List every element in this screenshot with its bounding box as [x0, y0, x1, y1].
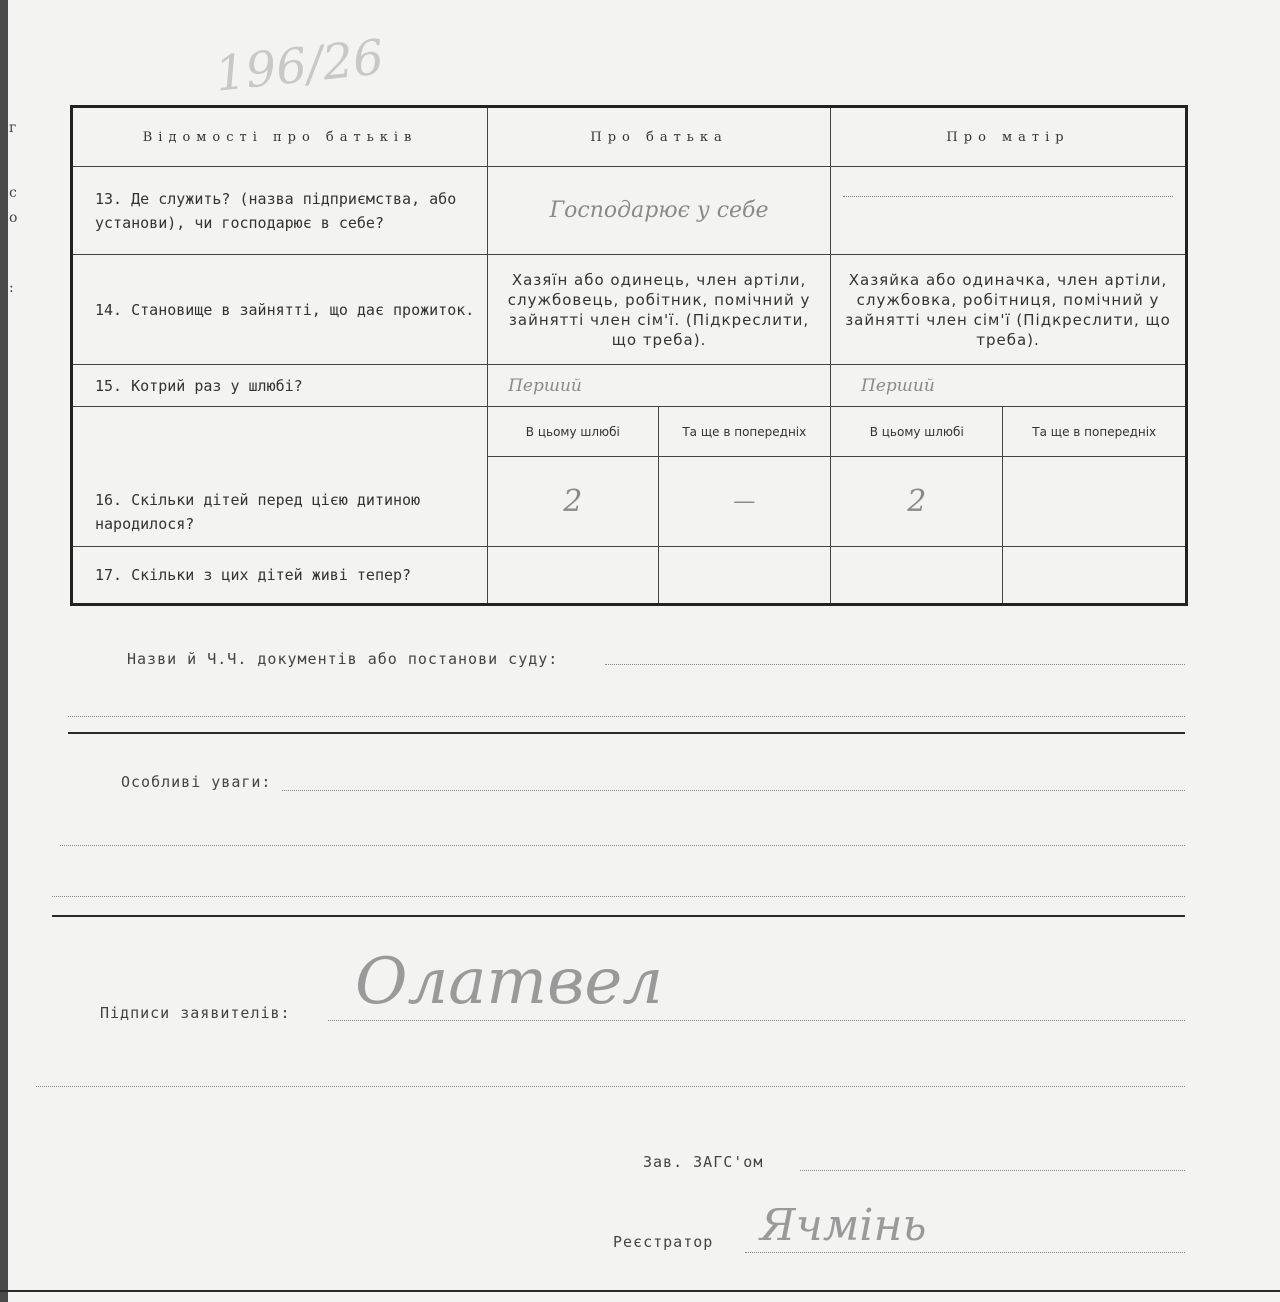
separator-line	[52, 915, 1185, 917]
father-previous-header: Та ще в попередніх	[658, 407, 830, 457]
mother-living-this-cell	[831, 547, 1003, 605]
separator-line	[68, 732, 1185, 734]
dotted-line	[36, 1086, 1185, 1087]
father-marriage-cell	[488, 365, 831, 407]
question-17: 17. Скільки з цих дітей живі тепер?	[72, 547, 488, 605]
registrar-signature: Ячмінь	[760, 1200, 927, 1251]
mother-marriage-cell	[831, 365, 1187, 407]
header-parents: Відомості про батьків	[72, 107, 488, 167]
father-children-this-value: 2	[563, 484, 583, 519]
archive-number: 196/26	[212, 29, 387, 103]
table-header-row	[72, 107, 1187, 167]
mother-children-prev-cell	[1003, 457, 1187, 547]
question-15: 15. Котрий раз у шлюбі?	[72, 365, 488, 407]
dotted-line	[800, 1170, 1185, 1171]
margin-mark: с	[9, 185, 17, 201]
father-living-prev-cell	[658, 547, 830, 605]
zags-head-label: Зав. ЗАГС'ом	[643, 1153, 764, 1171]
mother-previous-header: Та ще в попередніх	[1003, 407, 1187, 457]
mother-marriage-value: Перший	[861, 375, 935, 396]
father-marriage-value: Перший	[508, 375, 582, 396]
documents-label: Назви й Ч.Ч. документів або постанови суду:	[127, 650, 559, 668]
dotted-line	[52, 896, 1185, 897]
father-children-prev-cell	[658, 457, 830, 547]
row-17	[72, 547, 1187, 605]
row-15	[72, 365, 1187, 407]
father-this-marriage-header: В цьому шлюбі	[488, 407, 658, 457]
header-father: Про батька	[488, 107, 831, 167]
dotted-line	[60, 845, 1185, 846]
applicant-signature: Олатвел	[355, 945, 663, 1019]
father-children-this-cell	[488, 457, 658, 547]
dotted-line	[282, 790, 1185, 791]
parents-info-table	[70, 105, 1188, 606]
mother-living-prev-cell	[1003, 547, 1187, 605]
row-14	[72, 255, 1187, 365]
father-workplace-cell	[488, 167, 831, 255]
mother-status-note: Хазяйка або одиначка, член артіли, службовка, робітниця, помічний у зайнятті член сім'ї (Підкреслити, що треба).	[831, 255, 1187, 365]
dotted-line	[605, 664, 1185, 665]
father-workplace-value: Господарює у себе	[549, 198, 769, 223]
mother-children-this-value: 2	[907, 484, 927, 519]
row-16-subheader	[72, 407, 1187, 457]
mother-children-this-cell	[831, 457, 1003, 547]
question-13: 13. Де служить? (назва підприємства, або установи), чи господарює в себе?	[72, 167, 488, 255]
mother-this-marriage-header: В цьому шлюбі	[831, 407, 1003, 457]
dotted-line	[745, 1252, 1185, 1253]
margin-mark: г	[9, 120, 17, 136]
dotted-line	[328, 1020, 1185, 1021]
question-16: 16. Скільки дітей перед цією дитиною народилося?	[72, 407, 488, 547]
question-14: 14. Становище в зайнятті, що дає прожиток.	[72, 255, 488, 365]
father-living-this-cell	[488, 547, 658, 605]
father-status-note: Хазяїн або одинець, член артіли, службовець, робітник, помічний у зайнятті член сім'ї. (Підкреслити, що треба).	[488, 255, 831, 365]
dotted-line	[843, 196, 1173, 197]
mother-workplace-cell	[831, 167, 1187, 255]
father-children-prev-value: —	[733, 489, 756, 514]
remarks-label: Особливі уваги:	[121, 773, 272, 791]
binding-edge	[0, 0, 8, 1302]
bottom-border-line	[0, 1290, 1280, 1292]
signatures-label: Підписи заявителів:	[100, 1004, 291, 1022]
header-mother: Про матір	[831, 107, 1187, 167]
dotted-line	[68, 716, 1185, 717]
margin-mark: :	[9, 280, 14, 296]
margin-mark: о	[9, 210, 18, 226]
registrar-label: Реєстратор	[613, 1233, 714, 1251]
row-13	[72, 167, 1187, 255]
